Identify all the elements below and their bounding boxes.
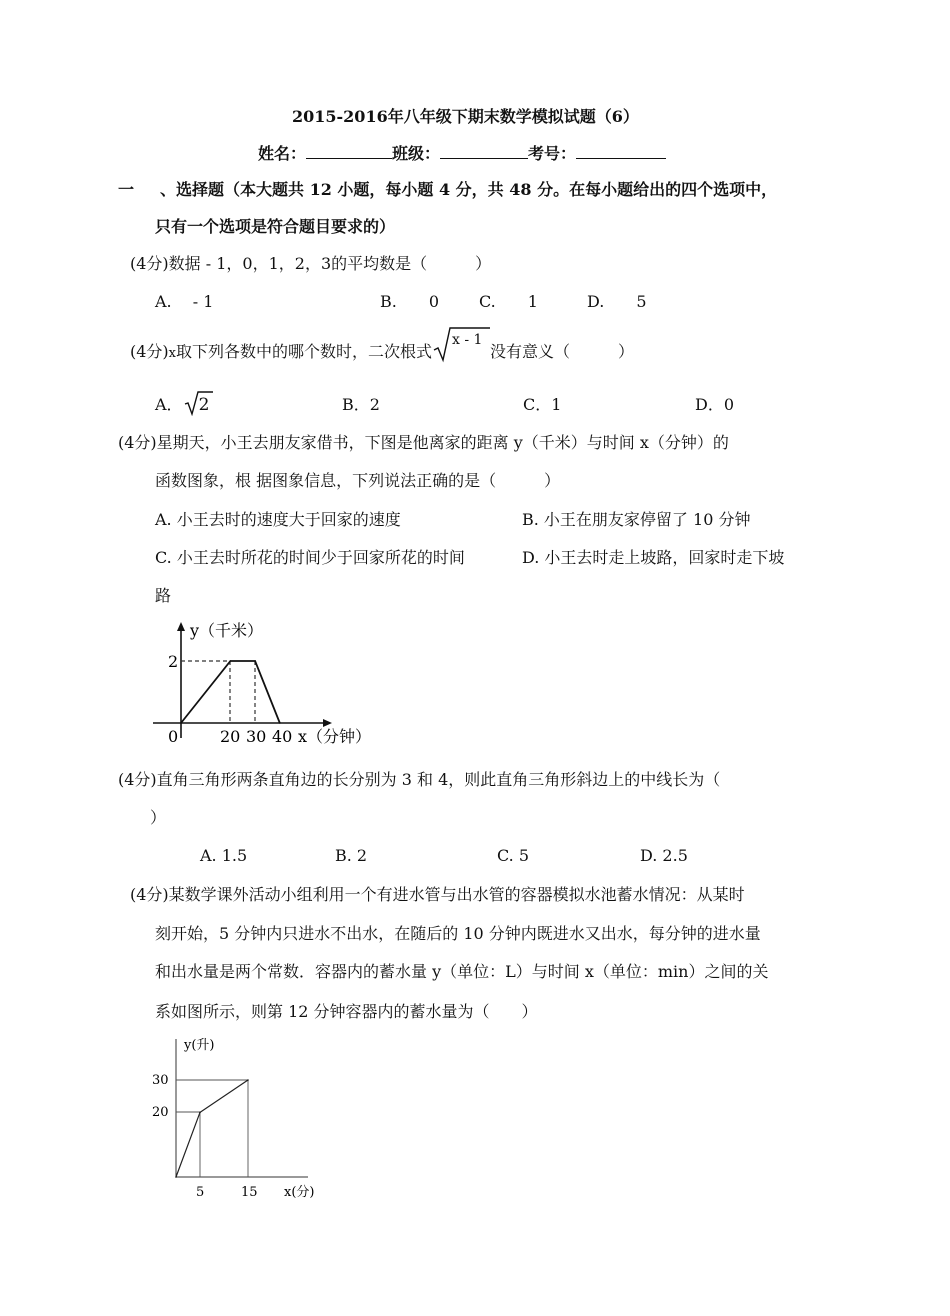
q5-stem-line1: (4分)某数学课外活动小组利用一个有进水管与出水管的容器模拟水池蓄水情况：从某时 [130,885,745,904]
q2-option-a-label: A． [155,395,183,414]
q2-option-b[interactable]: B．2 [342,395,380,414]
student-info-line [258,141,666,164]
name-blank[interactable] [306,142,392,159]
chart1-y-arrow-icon [177,622,185,631]
exam-title: 2015-2016年八年级下期末数学模拟试题（6） [292,107,639,126]
name-label: 姓名： [258,144,307,163]
distance-time-chart [148,614,388,749]
chart1-xtick-20: 20 [220,727,241,746]
water-volume-chart [148,1034,328,1204]
q1-option-b[interactable]: B. 0 [380,292,440,311]
chart1-point-0 [180,722,182,724]
q2-option-d[interactable]: D．0 [695,395,735,414]
q2-stem-post: 没有意义（ ） [490,342,635,361]
chart2-point-2 [247,1079,249,1081]
q3-option-d-line1[interactable]: D. 小王去时走上坡路，回家时走下坡 [522,548,785,567]
q4-option-d[interactable]: D. 2.5 [640,846,688,865]
exam-no-label: 考号： [528,144,577,163]
q3-option-b[interactable]: B. 小王在朋友家停留了 10 分钟 [522,510,751,529]
q5-stem-line3: 和出水量是两个常数．容器内的蓄水量 y（单位：L）与时间 x（单位：min）之间的关 [155,962,769,981]
q3-stem-line1: (4分)星期天，小王去朋友家借书，下图是他离家的距离 y（千米）与时间 x（分钟）的 [118,433,729,452]
q1-option-c[interactable]: C. 1 [479,292,538,311]
q3-stem-line2: 函数图象，根 据图象信息，下列说法正确的是（ ） [155,471,561,490]
chart1-ylabel: y（千米） [190,621,264,640]
class-blank[interactable] [440,142,528,159]
q3-option-a[interactable]: A. 小王去时的速度大于回家的速度 [155,510,401,529]
chart2-xtick-15: 15 [241,1185,258,1200]
chart1-xtick-0: 0 [168,727,179,746]
q1-option-a[interactable]: A. - 1 [155,292,214,311]
q2-radical [432,332,490,362]
q2-stem-mid: 取下列各数中的哪个数时，二次根式 [176,342,433,361]
q4-stem-line1: (4分)直角三角形两条直角边的长分别为 3 和 4，则此直角三角形斜边上的中线长为（ [118,770,721,789]
section-heading-line1: 、选择题（本大题共 12 小题，每小题 4 分，共 48 分。在每小题给出的四个选项中， [160,180,778,199]
q4-option-c[interactable]: C. 5 [497,846,530,865]
chart2-series-line [176,1080,248,1177]
q5-stem-line2: 刻开始，5 分钟内只进水不出水，在随后的 10 分钟内既进水又出水，每分钟的进水量 [155,924,761,943]
chart1-xlabel: x（分钟） [298,727,372,746]
q2-stem-pre: (4分) [130,342,169,361]
q4-option-b[interactable]: B. 2 [335,846,368,865]
q1-option-d[interactable]: D. 5 [587,292,647,311]
chart2-xtick-5: 5 [196,1185,205,1200]
chart2-ytick-20: 20 [152,1105,169,1120]
chart1-point-3 [279,722,281,724]
q2-stem-var: x [168,346,177,361]
chart1-point-2 [254,660,256,662]
chart1-ytick-2: 2 [168,652,179,671]
q4-stem-line2: ） [150,808,167,827]
chart1-guides [181,661,255,723]
q2-option-a-radical [183,395,213,415]
chart1-point-1 [230,660,232,662]
q4-option-a[interactable]: A. 1.5 [200,846,248,865]
q5-stem-line4: 系如图所示，则第 12 分钟容器内的蓄水量为（ ） [155,1002,538,1021]
chart2-xlabel: x(分) [284,1185,315,1200]
q2-option-a[interactable] [155,395,213,415]
q1-stem: (4分)数据 - 1，0，1，2，3的平均数是（ ） [130,254,492,273]
chart2-ylabel: y(升) [184,1038,215,1053]
class-label: 班级： [392,144,441,163]
q3-option-d-line2: 路 [155,586,172,605]
section-heading-line2: 只有一个选项是符合题目要求的） [155,217,396,236]
q2-option-c[interactable]: C．1 [523,395,562,414]
section-number: 一 [118,180,135,199]
q2-radicand: x - 1 [452,332,483,348]
q2-stem [130,332,635,364]
exam-no-blank[interactable] [576,142,666,159]
chart2-point-0 [175,1176,177,1178]
chart1-xtick-40: 40 [272,727,293,746]
chart1-xtick-30: 30 [246,727,267,746]
q3-option-c[interactable]: C. 小王去时所花的时间少于回家所花的时间 [155,548,465,567]
q2-option-a-value: 2 [198,395,210,415]
chart1-x-arrow-icon [323,719,332,727]
chart2-point-1 [199,1112,201,1114]
chart2-ytick-30: 30 [152,1073,169,1088]
